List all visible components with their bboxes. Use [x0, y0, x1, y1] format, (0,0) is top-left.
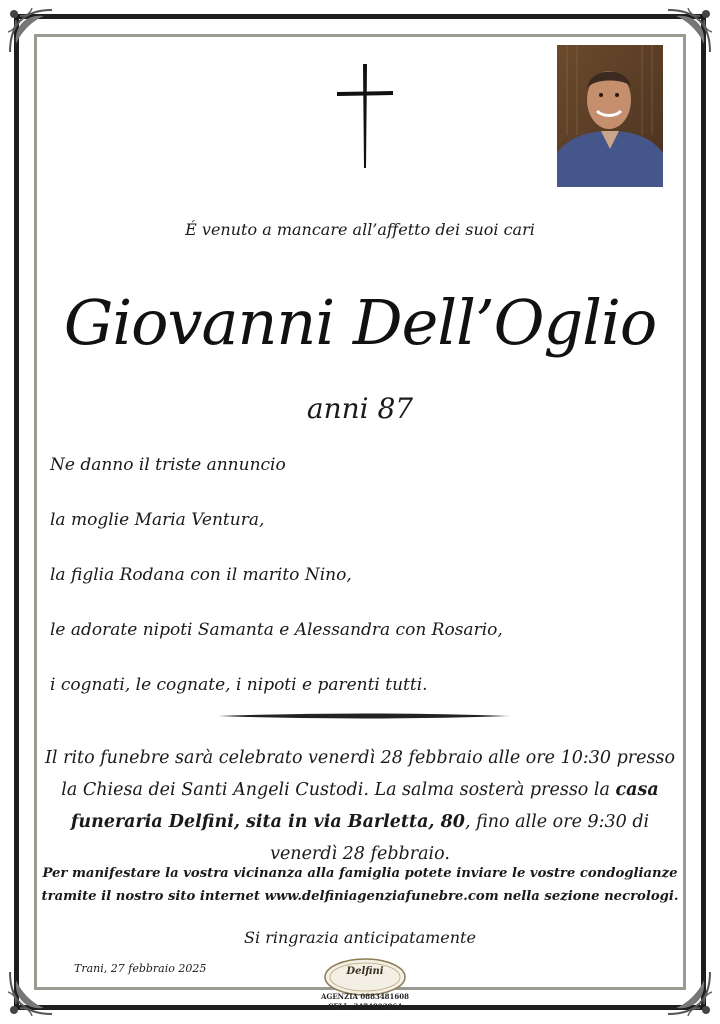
family-line: la moglie Maria Ventura, [50, 510, 265, 530]
portrait-photo [557, 45, 663, 187]
rite-text-part2: , fino alle ore 9:30 di venerdì 28 febbraio. [270, 812, 650, 864]
family-line: Ne danno il triste annuncio [50, 455, 286, 475]
corner-ornament-icon [662, 966, 716, 1020]
family-line: la figlia Rodana con il marito Nino, [50, 565, 352, 585]
place-date: Trani, 27 febbraio 2025 [74, 962, 207, 975]
condolences-line: Per manifestare la vostra vicinanza alla famiglia potete inviare le vostre condoglianze [42, 866, 678, 881]
separator-line [218, 712, 510, 720]
deceased-age: anni 87 [306, 392, 414, 425]
corner-ornament-icon [4, 966, 58, 1020]
cross-icon [335, 62, 395, 172]
rite-text-part1: Il rito funebre sarà celebrato venerdì 28 febbraio alle ore 10:30 presso la Chiesa dei Santi Angeli Custodi. La salma sosterà presso la [45, 748, 675, 800]
corner-ornament-icon [4, 4, 58, 58]
agency-phone: AGENZIA 0883481608 [320, 992, 410, 1001]
intro-text: É venuto a mancare all’affetto dei suoi cari [185, 220, 535, 239]
family-line: i cognati, le cognate, i nipoti e parenti tutti. [50, 675, 428, 695]
agency-mobile: CELL. 3474803864 [327, 1002, 403, 1011]
family-line: le adorate nipoti Samanta e Alessandra con Rosario, [50, 620, 503, 640]
family-list [50, 455, 503, 730]
condolences-line: tramite il nostro sito internet www.delfiniagenziafunebre.com nella sezione necrologi. [41, 889, 679, 904]
deceased-name: Giovanni Dell’Oglio [63, 286, 657, 359]
funeral-rite-text [36, 742, 684, 870]
corner-ornament-icon [662, 4, 716, 58]
thanks-text: Si ringrazia anticipatamente [244, 928, 476, 947]
rite-text-bold: casa funeraria Delfini, sita in via Barletta, 80 [70, 780, 659, 832]
agency-logo-name: Delfini [346, 966, 384, 977]
condolences-notice [30, 862, 690, 908]
